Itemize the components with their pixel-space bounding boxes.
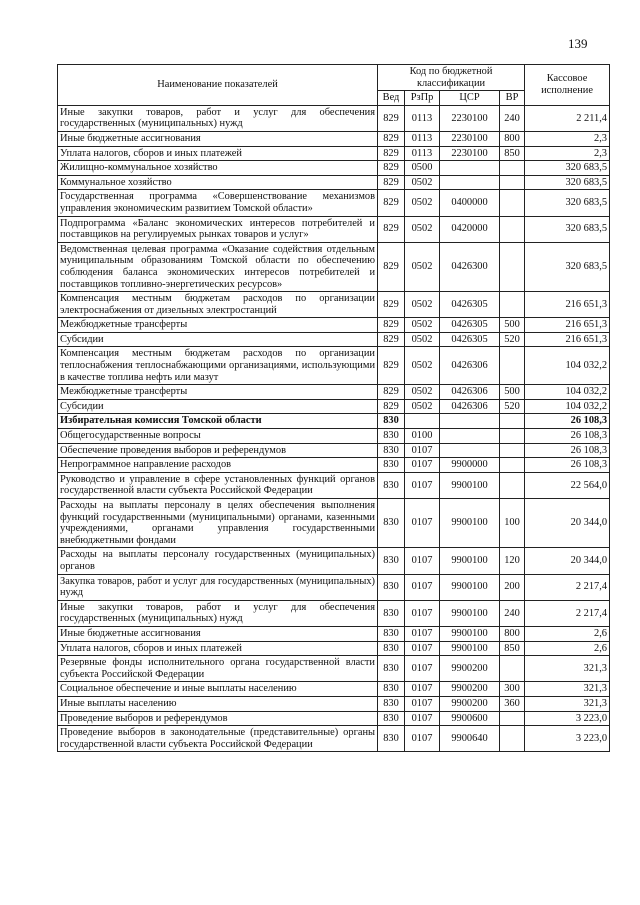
row-csr: 9900100: [440, 472, 500, 498]
row-amount: 320 683,5: [525, 216, 610, 242]
row-csr: 9900000: [440, 458, 500, 473]
row-csr: 0426305: [440, 318, 500, 333]
row-vr: [500, 458, 525, 473]
row-vr: [500, 347, 525, 385]
row-csr: 9900100: [440, 600, 500, 626]
table-row: [58, 190, 610, 216]
row-rzpr: 0113: [405, 131, 440, 146]
row-ved: 830: [378, 414, 405, 429]
row-csr: [440, 414, 500, 429]
table-row: [58, 175, 610, 190]
row-amount: 320 683,5: [525, 190, 610, 216]
table-row: [58, 696, 610, 711]
row-rzpr: 0113: [405, 105, 440, 131]
row-amount: 20 344,0: [525, 548, 610, 574]
row-vr: [500, 472, 525, 498]
row-rzpr: 0107: [405, 600, 440, 626]
row-ved: 830: [378, 458, 405, 473]
row-ved: 830: [378, 726, 405, 752]
row-rzpr: 0107: [405, 548, 440, 574]
row-csr: 0400000: [440, 190, 500, 216]
row-amount: 104 032,2: [525, 385, 610, 400]
row-vr: [500, 414, 525, 429]
row-name: Иные бюджетные ассигнования: [58, 131, 378, 146]
row-rzpr: 0107: [405, 711, 440, 726]
row-csr: 9900200: [440, 696, 500, 711]
row-csr: [440, 175, 500, 190]
row-rzpr: 0107: [405, 656, 440, 682]
row-csr: 2230100: [440, 146, 500, 161]
row-amount: 2,6: [525, 626, 610, 641]
row-vr: [500, 161, 525, 176]
table-row: [58, 318, 610, 333]
row-rzpr: 0107: [405, 499, 440, 548]
row-rzpr: 0107: [405, 682, 440, 697]
row-amount: 26 108,3: [525, 458, 610, 473]
row-vr: [500, 656, 525, 682]
row-amount: 3 223,0: [525, 711, 610, 726]
row-name: Расходы на выплаты персоналу в целях обеспечения выполнения функций государственными (муниципальными) органами, казенными учреждениями, органами управления государственными внебюджетными фондами: [58, 499, 378, 548]
row-ved: 830: [378, 656, 405, 682]
budget-table: [57, 64, 610, 752]
row-name: Межбюджетные трансферты: [58, 318, 378, 333]
row-ved: 829: [378, 131, 405, 146]
row-vr: 500: [500, 385, 525, 400]
header-rzpr: РзПр: [405, 91, 440, 106]
row-rzpr: 0107: [405, 472, 440, 498]
row-name: Иные закупки товаров, работ и услуг для обеспечения государственных (муниципальных) нужд: [58, 600, 378, 626]
row-amount: 26 108,3: [525, 414, 610, 429]
row-name: Подпрограмма «Баланс экономических интересов потребителей и поставщиков на регулируемых рынках товаров и услуг»: [58, 216, 378, 242]
table-row: [58, 161, 610, 176]
row-amount: 216 651,3: [525, 292, 610, 318]
row-rzpr: 0502: [405, 385, 440, 400]
row-rzpr: 0502: [405, 242, 440, 291]
row-name: Иные выплаты населению: [58, 696, 378, 711]
row-ved: 830: [378, 548, 405, 574]
table-row: [58, 242, 610, 291]
row-name: Обеспечение проведения выборов и референдумов: [58, 443, 378, 458]
row-name: Иные закупки товаров, работ и услуг для обеспечения государственных (муниципальных) нужд: [58, 105, 378, 131]
row-csr: 0426300: [440, 242, 500, 291]
row-vr: 300: [500, 682, 525, 697]
header-code-group: Код по бюджетной классификации: [378, 65, 525, 91]
table-row: [58, 600, 610, 626]
row-ved: 829: [378, 385, 405, 400]
row-amount: 216 651,3: [525, 332, 610, 347]
row-name: Проведение выборов в законодательные (представительные) органы государственной власти субъекта Российской Федерации: [58, 726, 378, 752]
row-csr: 2230100: [440, 105, 500, 131]
row-ved: 830: [378, 600, 405, 626]
row-amount: 321,3: [525, 696, 610, 711]
row-amount: 20 344,0: [525, 499, 610, 548]
row-vr: 100: [500, 499, 525, 548]
table-row: [58, 131, 610, 146]
row-ved: 829: [378, 146, 405, 161]
row-amount: 320 683,5: [525, 161, 610, 176]
row-name: Иные бюджетные ассигнования: [58, 626, 378, 641]
row-vr: [500, 175, 525, 190]
row-vr: 850: [500, 146, 525, 161]
row-vr: [500, 726, 525, 752]
row-ved: 830: [378, 641, 405, 656]
row-csr: 9900100: [440, 499, 500, 548]
row-name: Уплата налогов, сборов и иных платежей: [58, 146, 378, 161]
row-csr: 9900100: [440, 641, 500, 656]
row-rzpr: 0113: [405, 146, 440, 161]
row-name: Субсидии: [58, 399, 378, 414]
row-ved: 830: [378, 682, 405, 697]
row-csr: [440, 443, 500, 458]
row-rzpr: 0502: [405, 190, 440, 216]
table-row: [58, 332, 610, 347]
row-rzpr: 0107: [405, 458, 440, 473]
table-row: [58, 682, 610, 697]
row-rzpr: 0502: [405, 175, 440, 190]
row-rzpr: 0502: [405, 399, 440, 414]
row-vr: [500, 242, 525, 291]
row-ved: 829: [378, 175, 405, 190]
row-csr: 9900100: [440, 574, 500, 600]
row-name: Проведение выборов и референдумов: [58, 711, 378, 726]
row-ved: 829: [378, 347, 405, 385]
row-amount: 320 683,5: [525, 242, 610, 291]
table-row: [58, 626, 610, 641]
row-vr: [500, 429, 525, 444]
row-ved: 829: [378, 161, 405, 176]
row-ved: 829: [378, 190, 405, 216]
table-row: [58, 146, 610, 161]
row-name: Ведомственная целевая программа «Оказание содействия отдельным муниципальным образованиям Томской области по обеспечению соблюдения баланса экономических интересов потребителей и поставщиков топливно-энергетических ресурсов»: [58, 242, 378, 291]
row-name: Расходы на выплаты персоналу государственных (муниципальных) органов: [58, 548, 378, 574]
row-ved: 829: [378, 105, 405, 131]
row-amount: 26 108,3: [525, 443, 610, 458]
row-rzpr: 0502: [405, 347, 440, 385]
row-rzpr: 0107: [405, 574, 440, 600]
table-row: [58, 216, 610, 242]
row-csr: 0426306: [440, 399, 500, 414]
row-name: Руководство и управление в сфере установленных функций органов государственной власти субъекта Российской Федерации: [58, 472, 378, 498]
row-amount: 26 108,3: [525, 429, 610, 444]
row-ved: 829: [378, 292, 405, 318]
row-amount: 2,6: [525, 641, 610, 656]
table-row: [58, 641, 610, 656]
row-name: Избирательная комиссия Томской области: [58, 414, 378, 429]
row-rzpr: 0107: [405, 726, 440, 752]
row-name: Коммунальное хозяйство: [58, 175, 378, 190]
row-ved: 830: [378, 472, 405, 498]
row-csr: 0426306: [440, 347, 500, 385]
table-row: [58, 711, 610, 726]
row-vr: [500, 711, 525, 726]
row-name: Социальное обеспечение и иные выплаты населению: [58, 682, 378, 697]
row-ved: 829: [378, 399, 405, 414]
row-rzpr: 0502: [405, 318, 440, 333]
table-row: [58, 429, 610, 444]
header-ved: Вед: [378, 91, 405, 106]
table-row: [58, 292, 610, 318]
row-rzpr: 0502: [405, 332, 440, 347]
row-name: Государственная программа «Совершенствование механизмов управления экономическим развитием Томской области»: [58, 190, 378, 216]
row-csr: 9900100: [440, 626, 500, 641]
row-name: Субсидии: [58, 332, 378, 347]
row-vr: 850: [500, 641, 525, 656]
row-ved: 829: [378, 332, 405, 347]
row-vr: 800: [500, 131, 525, 146]
row-rzpr: 0107: [405, 696, 440, 711]
row-rzpr: 0107: [405, 641, 440, 656]
row-vr: [500, 443, 525, 458]
row-vr: [500, 190, 525, 216]
row-amount: 321,3: [525, 656, 610, 682]
row-csr: 9900200: [440, 682, 500, 697]
row-csr: 0426305: [440, 332, 500, 347]
row-csr: 9900640: [440, 726, 500, 752]
row-vr: 200: [500, 574, 525, 600]
row-csr: [440, 429, 500, 444]
row-amount: 104 032,2: [525, 347, 610, 385]
header-vr: ВР: [500, 91, 525, 106]
table-row: [58, 105, 610, 131]
row-vr: 520: [500, 332, 525, 347]
row-vr: 120: [500, 548, 525, 574]
row-name: Межбюджетные трансферты: [58, 385, 378, 400]
row-ved: 830: [378, 429, 405, 444]
row-csr: 9900100: [440, 548, 500, 574]
table-row: [58, 499, 610, 548]
row-amount: 320 683,5: [525, 175, 610, 190]
row-vr: [500, 216, 525, 242]
row-csr: 0426305: [440, 292, 500, 318]
table-row: [58, 726, 610, 752]
row-rzpr: 0502: [405, 292, 440, 318]
table-row: [58, 574, 610, 600]
row-rzpr: [405, 414, 440, 429]
row-name: Общегосударственные вопросы: [58, 429, 378, 444]
row-ved: 829: [378, 242, 405, 291]
row-vr: 240: [500, 600, 525, 626]
row-vr: [500, 292, 525, 318]
header-csr: ЦСР: [440, 91, 500, 106]
row-amount: 3 223,0: [525, 726, 610, 752]
row-vr: 500: [500, 318, 525, 333]
row-ved: 830: [378, 499, 405, 548]
table-row: [58, 347, 610, 385]
row-ved: 830: [378, 443, 405, 458]
row-amount: 2 217,4: [525, 574, 610, 600]
row-name: Компенсация местным бюджетам расходов по организации электроснабжения от дизельных электростанций: [58, 292, 378, 318]
header-amount: Кассовое исполнение: [525, 65, 610, 106]
row-name: Непрограммное направление расходов: [58, 458, 378, 473]
row-rzpr: 0100: [405, 429, 440, 444]
row-ved: 829: [378, 216, 405, 242]
table-row: [58, 656, 610, 682]
row-amount: 2 211,4: [525, 105, 610, 131]
row-ved: 830: [378, 696, 405, 711]
row-amount: 2,3: [525, 131, 610, 146]
row-vr: 800: [500, 626, 525, 641]
table-row: [58, 443, 610, 458]
row-rzpr: 0107: [405, 626, 440, 641]
row-vr: 360: [500, 696, 525, 711]
table-row: [58, 414, 610, 429]
row-amount: 216 651,3: [525, 318, 610, 333]
row-name: Уплата налогов, сборов и иных платежей: [58, 641, 378, 656]
row-amount: 2,3: [525, 146, 610, 161]
row-rzpr: 0107: [405, 443, 440, 458]
row-ved: 830: [378, 711, 405, 726]
row-csr: 9900600: [440, 711, 500, 726]
row-ved: 830: [378, 626, 405, 641]
row-amount: 2 217,4: [525, 600, 610, 626]
row-ved: 830: [378, 574, 405, 600]
row-vr: 240: [500, 105, 525, 131]
table-row: [58, 548, 610, 574]
row-rzpr: 0500: [405, 161, 440, 176]
row-vr: 520: [500, 399, 525, 414]
table-row: [58, 458, 610, 473]
row-name: Закупка товаров, работ и услуг для государственных (муниципальных) нужд: [58, 574, 378, 600]
row-name: Жилищно-коммунальное хозяйство: [58, 161, 378, 176]
row-csr: 2230100: [440, 131, 500, 146]
row-rzpr: 0502: [405, 216, 440, 242]
row-csr: 0426306: [440, 385, 500, 400]
table-row: [58, 472, 610, 498]
row-amount: 321,3: [525, 682, 610, 697]
page-number: 139: [568, 36, 588, 51]
table-row: [58, 385, 610, 400]
table-row: [58, 399, 610, 414]
row-name: Резервные фонды исполнительного органа государственной власти субъекта Российской Федерации: [58, 656, 378, 682]
row-csr: [440, 161, 500, 176]
header-name: Наименование показателей: [58, 65, 378, 106]
row-amount: 104 032,2: [525, 399, 610, 414]
row-csr: 9900200: [440, 656, 500, 682]
row-amount: 22 564,0: [525, 472, 610, 498]
row-csr: 0420000: [440, 216, 500, 242]
row-ved: 829: [378, 318, 405, 333]
row-name: Компенсация местным бюджетам расходов по организации теплоснабжения теплоснабжающими организациями, использующими в качестве топлива нефть или мазут: [58, 347, 378, 385]
